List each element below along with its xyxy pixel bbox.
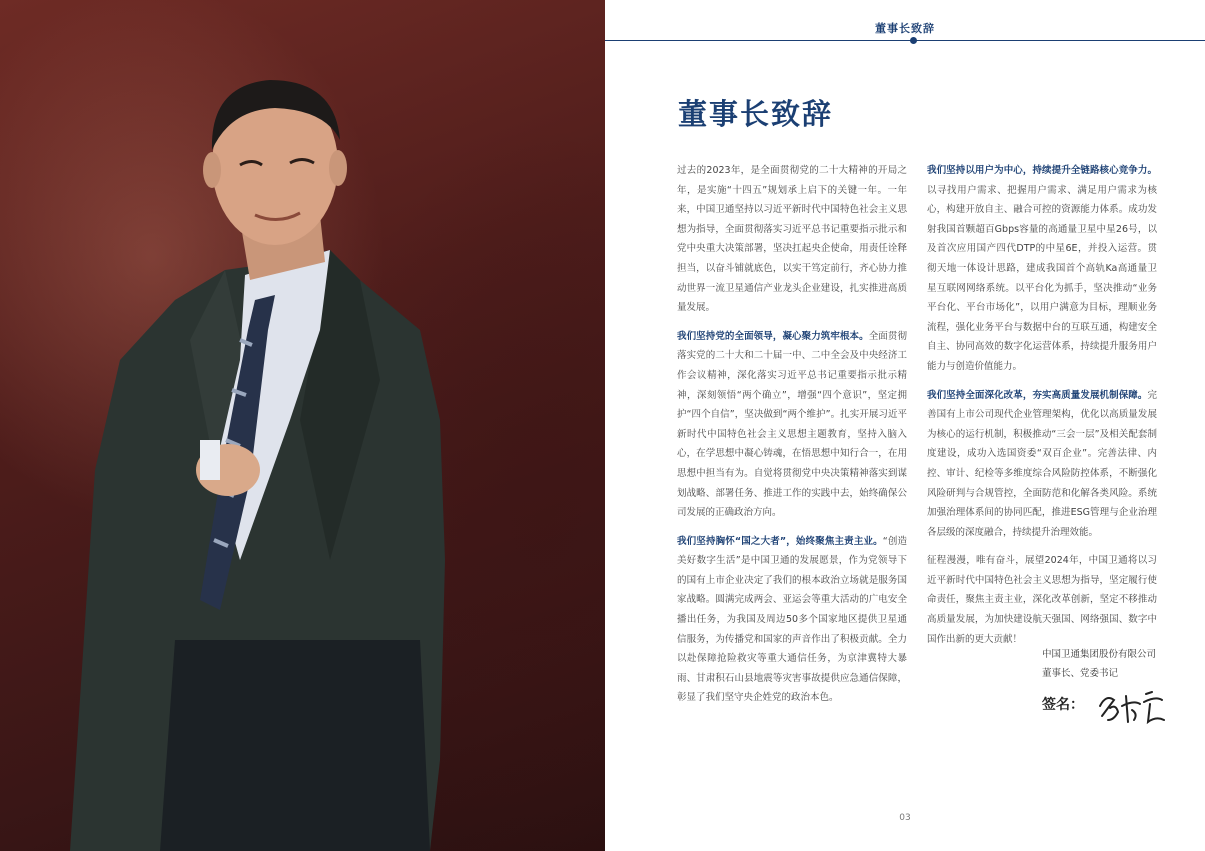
paragraph-body: 完善国有上市公司现代企业管理架构，优化以高质量发展为核心的运行机制，积极推动“三会一层”及相关配套制度建设，成功入选国资委“双百企业”。完善法律、内控、审计、纪检等多维度综合风险防控体系，不断强化风险研判与合规管控，全面防范和化解各类风险。系统加强治理体系间的协同匹配，推进ESG管理与企业治理各层级的深度融合，持续提升治理效能。 (927, 389, 1157, 538)
closing-paragraph: 征程漫漫，唯有奋斗，展望2024年，中国卫通将以习近平新时代中国特色社会主义思想为指导，坚定履行使命责任，聚焦主责主业，深化改革创新，坚定不移推动高质量发展，为加快建设航天强国、网络强国、数字中国作出新的更大贡献！ (927, 555, 1157, 645)
company-name: 中国卫通集团股份有限公司 (1042, 649, 1157, 660)
signature-label: 签名： (1042, 697, 1084, 713)
paragraph-body: “创造美好数字生活”是中国卫通的发展愿景，作为党领导下的国有上市企业决定了我们的根本政治立场就是服务国家战略。圆满完成两会、亚运会等重大活动的广电安全播出任务，为我国及周边50多个国家地区提供卫星通信服务，为传播党和国家的声音作出了积极贡献。全力以赴保障抢险救灾等重大通信任务，为京津冀特大暴雨、甘肃积石山县地震等灾害事故提供应急通信保障，彰显了我们坚守央企姓党的政治本色。 (677, 535, 908, 704)
section-header-title: 董事长致辞 (875, 22, 935, 35)
paragraph-main-business (677, 532, 907, 708)
paragraph-body: 全面贯彻落实党的二十大和二十届一中、二中全会及中央经济工作会议精神，深化落实习近平总书记重要指示批示精神，深刻领悟“两个确立”，增强“四个意识”，坚定拥护“四个自信”，坚决做到“两个维护”。扎实开展习近平新时代中国特色社会主义思想主题教育，坚持入脑入心，在学思想中凝心铸魂，在悟思想中知行合一，在用思想中担当有为。自觉将贯彻党中央决策精神落实到谋划战略、部署任务、推进工作的实践中去，始终确保公司发展的正确政治方向。 (677, 330, 907, 519)
paragraph-body: 以寻找用户需求、把握用户需求、满足用户需求为核心，构建开放自主、融合可控的资源能力体系。成功发射我国首颗超百Gbps容量的高通量卫星中星26号，以及首次应用国产四代DTP的中星6E，并投入运营。贯彻天地一体设计思路，建成我国首个高轨Ka高通量卫星互联网网络系统。以平台化为抓手，坚决推动“业务平台化、平台市场化”，以用户满意为目标，理顺业务流程，强化业务平台与数据中台的互联互通，构建安全自主、协同高效的数字化运营体系，持续提升服务用户能力与创造价值能力。 (927, 184, 1157, 372)
signature-line (1042, 692, 1202, 732)
paragraph-reform (927, 386, 1157, 543)
page-number: 03 (899, 813, 911, 823)
paragraph-lead: 我们坚持全面深化改革，夯实高质量发展机制保障。 (927, 389, 1148, 401)
paragraph-lead: 我们坚持以用户为中心，持续提升全链路核心竞争力。 (927, 165, 1157, 176)
paragraph-lead: 我们坚持胸怀“国之大者”，始终聚焦主责主业。 (677, 535, 883, 547)
paragraph-party-leadership (677, 327, 907, 523)
intro-paragraph: 过去的2023年，是全面贯彻党的二十大精神的开局之年，是实施“十四五”规划承上启下的关键一年。一年来，中国卫通坚持以习近平新时代中国特色社会主义思想为指导，全面贯彻落实习近平总书记重要指示批示和党中央重大决策部署，坚决扛起央企使命，用责任诠释担当，以奋斗铺就底色，以实干笃定前行，齐心协力推动世界一流卫星通信产业龙头企业建设，扎实推进高质量发展。 (677, 165, 907, 314)
handwritten-signature-icon (1094, 686, 1174, 728)
header-divider-dot (910, 37, 917, 44)
signature-block (1042, 645, 1156, 683)
text-column-left (677, 161, 907, 717)
header-divider (605, 40, 1205, 41)
paragraph-user-centric (927, 161, 1157, 377)
paragraph-lead: 我们坚持党的全面领导，凝心聚力筑牢根本。 (677, 330, 869, 342)
letter-page (605, 0, 1205, 851)
signer-position: 董事长、党委书记 (1042, 668, 1119, 679)
page-title: 董事长致辞 (678, 97, 834, 131)
text-column-right (927, 161, 1157, 658)
